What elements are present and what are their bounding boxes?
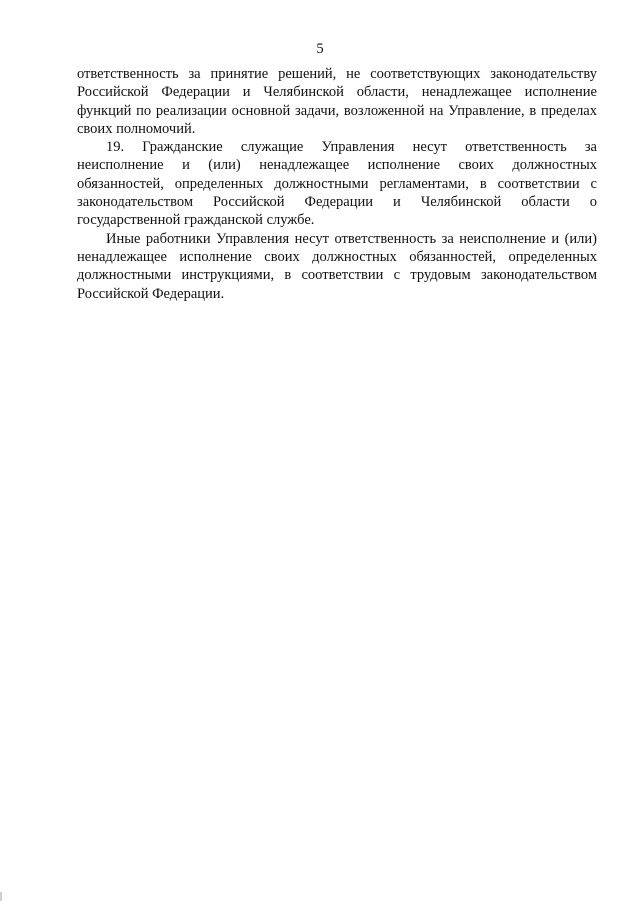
paragraph-other-employees: Иные работники Управления несут ответственность за неисполнение и (или) ненадлежащее исполнение своих должностных обязанностей, определенных должностными инструкциями, в соответствии с трудовым законодательством Российской Федерации.: [77, 230, 597, 302]
document-body: [77, 65, 597, 303]
paragraph-continuation: ответственность за принятие решений, не соответствующих законодательству Российской Федерации и Челябинской области, ненадлежащее исполнение функций по реализации основной задачи, возложенной на Управление, в пределах своих полномочий.: [77, 66, 597, 137]
page-number: 5: [316, 41, 324, 57]
paragraph-19-civil-servants: 19. Гражданские служащие Управления несут ответственность за неисполнение и (или) ненадлежащее исполнение своих должностных обязанностей, определенных должностными регламентами, в соответствии с законодательством Российской Федерации и Челябинской области о государственной гражданской службе.: [77, 139, 597, 229]
scan-edge-mark: [0, 892, 2, 901]
